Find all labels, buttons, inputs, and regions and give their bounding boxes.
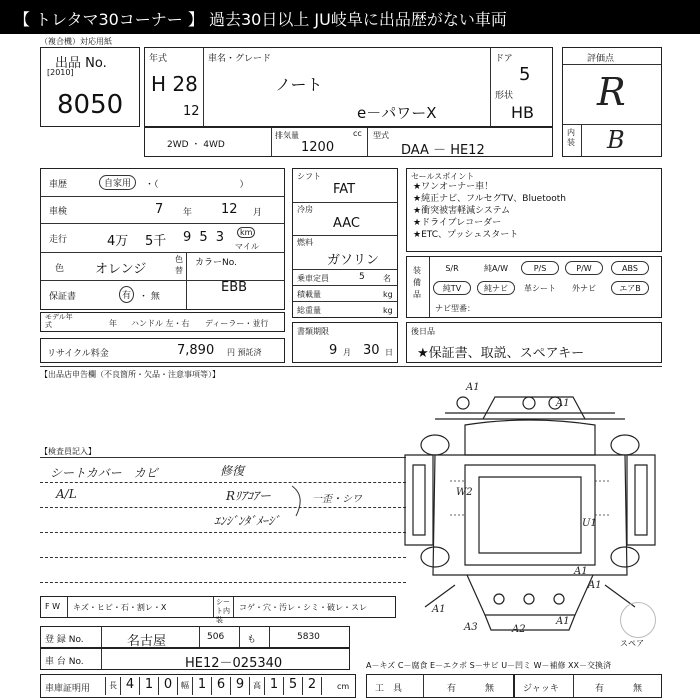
capacity-unit: 名	[383, 274, 391, 283]
history-label: 車歴	[49, 180, 68, 190]
tools-no: 無	[485, 684, 495, 694]
model-year-label: モデル年式	[45, 313, 73, 329]
chassis-value: HE12－025340	[185, 656, 283, 671]
cert-cell: 4	[120, 677, 139, 695]
drive-value: 2WD ・ 4WD	[167, 140, 225, 150]
equip-pw: P/W	[565, 261, 603, 275]
shift-value: FAT	[333, 182, 356, 197]
later-box	[406, 322, 662, 363]
load-label: 積載量	[297, 290, 321, 299]
cert-cell: 幅	[177, 677, 192, 695]
damage-mark: A1	[466, 382, 480, 393]
warranty-no: ・ 無	[139, 292, 160, 302]
era-label: 年式	[149, 54, 168, 64]
cert-cell: 1	[264, 677, 283, 695]
score-label: 評価点	[587, 54, 615, 64]
jack-label: ジャッキ	[523, 684, 559, 694]
banner-text: 【 トレタマ30コーナー 】 過去30日以上 JU岐阜に出品歴がない車両	[14, 10, 507, 29]
warranty-yes: 有	[119, 286, 134, 303]
shift-label: シフト	[297, 172, 321, 181]
deadline-label: 書類期限	[297, 327, 329, 336]
model-year-unit: 年	[109, 319, 117, 328]
equip-ps: P/S	[521, 261, 559, 275]
registration-num: 5830	[297, 632, 320, 642]
equipment-box	[406, 256, 662, 318]
mileage-unit-km: km	[237, 227, 255, 238]
cert-cell: 5	[283, 677, 302, 695]
lot-number: 8050	[57, 90, 124, 120]
era-month: 12	[183, 104, 200, 119]
era-value: H 28	[151, 72, 198, 96]
handle-text: ハンドル 左・右	[131, 319, 190, 328]
cert-cell: 1	[139, 677, 158, 695]
warranty-label: 保証書	[49, 292, 77, 302]
damage-mark: A2	[512, 624, 526, 635]
drive-box	[144, 127, 553, 157]
equip-sr: S/R	[445, 264, 459, 273]
sales-item: ★ドライブレコーダー	[413, 218, 502, 228]
capacity-label: 乗車定員	[297, 274, 329, 283]
cert-label: 車庫証明用	[45, 684, 91, 694]
color-change-label: 色替	[175, 255, 183, 275]
color-value: オレンジ	[95, 262, 147, 277]
damage-mark: A1	[574, 566, 588, 577]
deadline-month: 9	[329, 343, 338, 358]
model-value: DAA － HE12	[401, 143, 485, 158]
color-label: 色	[55, 264, 65, 274]
damage-mark: U1	[582, 518, 597, 529]
cert-cell: 1	[192, 677, 211, 695]
registration-box	[40, 626, 350, 648]
registration-class: 506	[207, 632, 225, 642]
later-label: 後日品	[411, 327, 435, 336]
inspector-note: 修復	[220, 464, 245, 478]
model-year-box	[40, 312, 285, 332]
color-no: EBB	[221, 280, 248, 295]
displacement-label: 排気量	[275, 131, 299, 140]
fuel-value: ガソリン	[327, 253, 380, 268]
car-name: ノート	[275, 75, 323, 94]
sales-item: ★純正ナビ、フルセグTV、Bluetooth	[413, 194, 566, 204]
seat-label: シート内装	[216, 598, 230, 624]
score-box	[562, 47, 662, 157]
history-rest: ・（ ）	[145, 180, 249, 190]
shape-value: HB	[511, 103, 535, 122]
equip-airbag: エアB	[611, 281, 649, 295]
load-unit: kg	[383, 290, 393, 299]
recycle-unit: 円 預託済	[227, 348, 262, 357]
tools-label: 工 具	[375, 684, 403, 694]
inspector-note: A/L	[56, 487, 77, 501]
seat-text: コゲ・穴・汚レ・シミ・破レ・スレ	[239, 603, 367, 612]
inspector-note: ｴﾝｼﾞﾝﾀﾞﾒｰｼﾞ	[214, 514, 281, 528]
deadline-month-unit: 月	[343, 348, 351, 357]
fw-box	[40, 596, 396, 624]
fuel-label: 燃料	[297, 238, 313, 247]
damage-mark: A1	[556, 398, 570, 409]
recycle-box	[40, 338, 285, 363]
weight-unit: kg	[383, 306, 393, 315]
inspector-bracket	[288, 482, 318, 522]
history-box	[40, 168, 285, 310]
fw-text: キズ・ヒビ・石・割レ・X	[73, 603, 167, 612]
doors-value: 5	[519, 64, 531, 85]
navi-model-label: ナビ型番：	[435, 304, 475, 313]
model-label: 型式	[373, 131, 389, 140]
top-note: （複合機）対応用紙	[40, 37, 112, 46]
cert-cell: 0	[158, 677, 177, 695]
cert-unit: cm	[337, 682, 350, 691]
chassis-label: 車 台 No.	[45, 657, 84, 667]
inspection-month-unit: 月	[253, 208, 263, 218]
tools-box	[366, 674, 514, 698]
equip-tv: 純TV	[433, 281, 471, 295]
shape-label: 形状	[495, 91, 514, 101]
damage-mark: A1	[432, 604, 446, 615]
weight-label: 総重量	[297, 306, 321, 315]
color-no-label: カラーNo.	[195, 258, 237, 268]
equip-leather: 革シート	[524, 284, 556, 293]
car-name-label: 車名・グレード	[208, 54, 272, 64]
header-banner	[0, 0, 700, 34]
jack-box	[514, 674, 662, 698]
jack-no: 無	[633, 684, 643, 694]
notice-heading: 【出品店申告欄（不良箇所・欠品・注意事項等）】	[40, 370, 220, 379]
equipment-label: 装備品	[413, 266, 421, 299]
registration-city: 名古屋	[127, 634, 167, 649]
vehicle-box	[144, 47, 553, 127]
equip-abs: ABS	[611, 261, 649, 275]
aircon-value: AAC	[333, 216, 360, 231]
cert-cell: 2	[302, 677, 322, 695]
inspection-year-unit: 年	[183, 208, 193, 218]
inspection-label: 車検	[49, 207, 68, 217]
inspector-note: 一歪・シワ	[312, 494, 362, 505]
registration-kana: も	[247, 635, 257, 645]
recycle-label: リサイクル料金	[47, 349, 109, 359]
inspector-heading: 【検査員記入】	[40, 447, 96, 456]
mileage-man: 4万	[107, 234, 129, 249]
deadline-day-unit: 日	[385, 348, 393, 357]
cert-cell: 長	[105, 677, 120, 695]
tools-yes: 有	[447, 684, 457, 694]
cert-cell: 9	[230, 677, 249, 695]
mileage-sen: 5千	[145, 234, 167, 249]
cert-cell: 6	[211, 677, 230, 695]
capacity-value: 5	[359, 272, 365, 282]
score-value: R	[597, 70, 626, 114]
sales-item: ★衝突被害軽減システム	[413, 206, 511, 216]
cert-box	[40, 674, 356, 698]
damage-mark: A1	[588, 580, 602, 591]
equip-navi: 純ナビ	[477, 281, 515, 295]
damage-mark: A3	[464, 622, 478, 633]
interior-value: B	[607, 126, 625, 154]
inspector-note: Rﾘｱｺｱー	[226, 489, 272, 503]
lot-box	[40, 47, 140, 127]
mileage-unit-mile: マイル	[235, 242, 259, 251]
equip-aw: 純A/W	[483, 264, 509, 273]
displacement-unit: cc	[353, 129, 362, 138]
sales-item: ★ETC、プッシュスタート	[413, 230, 519, 240]
sales-label: セールスポイント	[411, 172, 475, 181]
jack-yes: 有	[595, 684, 605, 694]
spare-label: スペア	[620, 639, 644, 648]
registration-label: 登 録 No.	[45, 635, 84, 645]
aircon-label: 冷房	[297, 205, 313, 214]
chassis-box	[40, 648, 350, 670]
cert-cell: 高	[249, 677, 264, 695]
lot-year-stamp: [2010]	[47, 68, 74, 77]
recycle-value: 7,890	[177, 343, 215, 358]
inspector-note: シートカバー カビ	[50, 466, 158, 480]
deadline-box	[292, 322, 398, 363]
damage-legend: A－キズ C－腐食 E－エクボ S－サビ U－凹ミ W－補修 XX－交換済	[366, 661, 612, 670]
car-grade: e－パワーX	[357, 104, 437, 122]
equip-ext-navi: 外ナビ	[572, 284, 596, 293]
mileage-label: 走行	[49, 235, 68, 245]
history-value: 自家用	[99, 175, 136, 190]
lot-label: 出品 No.	[55, 56, 107, 71]
specs-box	[292, 168, 398, 318]
damage-mark: A1	[556, 616, 570, 627]
deadline-day: 30	[363, 343, 380, 358]
interior-label: 内装	[567, 128, 575, 147]
doors-label: ドア	[495, 54, 513, 64]
displacement-value: 1200	[301, 140, 335, 155]
damage-mark: W2	[456, 487, 473, 498]
later-value: ★保証書、取説、スペアキー	[417, 346, 585, 361]
inspection-month: 12	[221, 202, 238, 217]
spare-tire-icon	[620, 602, 656, 638]
inspection-year: 7	[155, 202, 164, 217]
dealer-text: ディーラー・並行	[205, 319, 269, 328]
mileage-rest: 9 5 3	[183, 230, 227, 245]
sales-item: ★ワンオーナー車！	[413, 182, 494, 192]
fw-label: F W	[45, 602, 61, 611]
sales-box	[406, 168, 662, 252]
